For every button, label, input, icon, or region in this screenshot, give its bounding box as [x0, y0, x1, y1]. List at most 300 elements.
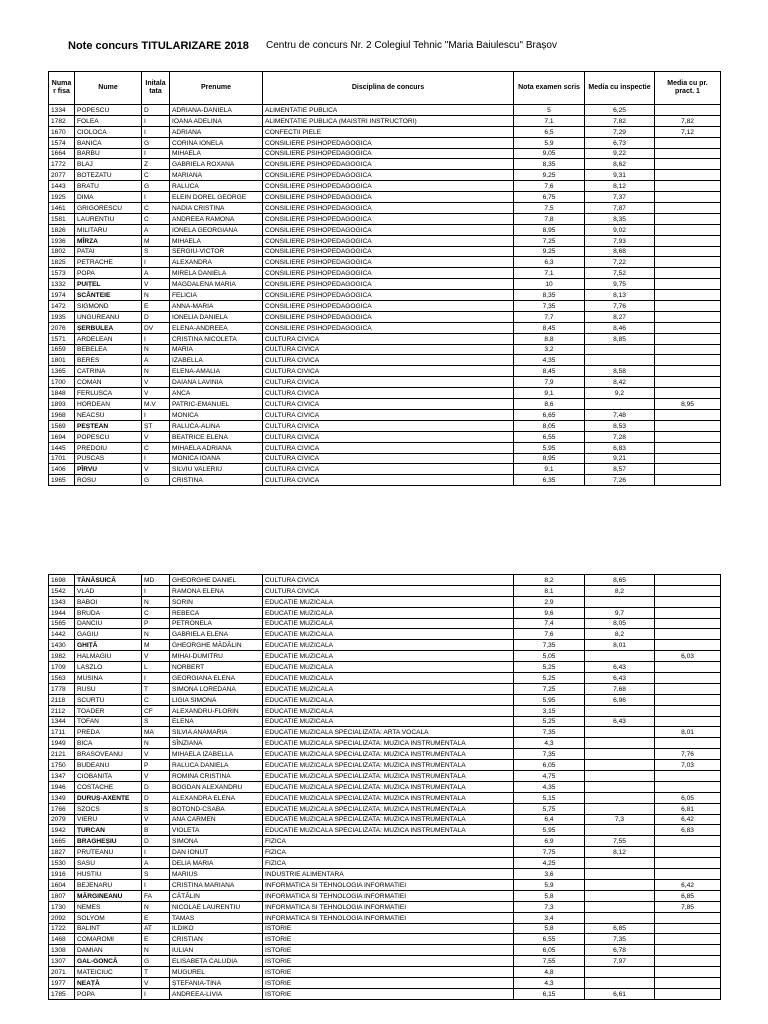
initiala-cell: I [142, 333, 170, 344]
media-practica-cell [655, 431, 721, 442]
disciplina-cell: FIZICA [263, 847, 514, 858]
prenume-cell: MIHAI-DUMITRU [170, 651, 263, 662]
prenume-cell: ELENA [170, 716, 263, 727]
nr-fisa-cell: 1659 [49, 344, 75, 355]
nota-scris-cell: 9,1 [514, 464, 585, 475]
table-row [49, 596, 721, 607]
nota-scris-cell: 8,45 [514, 322, 585, 333]
table-row [49, 727, 721, 738]
nume-cell: RUSU [75, 683, 142, 694]
media-practica-cell [655, 912, 721, 923]
initiala-cell: L [142, 662, 170, 673]
media-practica-cell [655, 311, 721, 322]
media-practica-cell [655, 858, 721, 869]
table-row [49, 170, 721, 181]
media-inspectie-cell: 8,12 [585, 181, 655, 192]
nota-scris-cell: 5,95 [514, 694, 585, 705]
table-row [49, 431, 721, 442]
nr-fisa-cell: 1827 [49, 847, 75, 858]
table-row [49, 858, 721, 869]
media-practica-cell [655, 148, 721, 159]
nume-cell: SCÂNTEIE [75, 290, 142, 301]
initiala-cell: V [142, 977, 170, 988]
nota-scris-cell: 7,9 [514, 377, 585, 388]
initiala-cell: A [142, 224, 170, 235]
prenume-cell: CRISTINA NICOLETA [170, 333, 263, 344]
nume-cell: PATAI [75, 246, 142, 257]
initiala-cell: D [142, 311, 170, 322]
initiala-cell: N [142, 629, 170, 640]
nume-cell: HORDEAN [75, 399, 142, 410]
media-inspectie-cell [585, 977, 655, 988]
media-practica-cell [655, 290, 721, 301]
nr-fisa-cell: 1946 [49, 781, 75, 792]
media-practica-cell [655, 268, 721, 279]
media-inspectie-cell [585, 901, 655, 912]
prenume-cell: RALUCA DANIELA [170, 760, 263, 771]
disciplina-cell: EDUCATIE MUZICALA SPECIALIZATA: MUZICA INSTRUMENTALA [263, 738, 514, 749]
disciplina-cell: CULTURA CIVICA [263, 333, 514, 344]
disciplina-cell: CULTURA CIVICA [263, 585, 514, 596]
prenume-cell: ANDREEA-LIVIA [170, 988, 263, 999]
media-practica-cell: 8,95 [655, 399, 721, 410]
nr-fisa-cell: 1445 [49, 442, 75, 453]
prenume-cell: MAGDALENA MARIA [170, 279, 263, 290]
media-practica-cell [655, 159, 721, 170]
disciplina-cell: CONSILIERE PSIHOPEDAGOGICA [263, 268, 514, 279]
nume-cell: BICA [75, 738, 142, 749]
nota-scris-cell: 5,8 [514, 890, 585, 901]
media-practica-cell [655, 618, 721, 629]
nr-fisa-cell: 1949 [49, 738, 75, 749]
media-practica-cell: 6,42 [655, 879, 721, 890]
media-practica-cell [655, 596, 721, 607]
media-inspectie-cell [585, 399, 655, 410]
nr-fisa-cell: 1332 [49, 279, 75, 290]
media-practica-cell [655, 956, 721, 967]
prenume-cell: ELISABETA CALUDIA [170, 956, 263, 967]
table-row [49, 388, 721, 399]
media-inspectie-cell: 6,25 [585, 105, 655, 116]
prenume-cell: IULIAN [170, 945, 263, 956]
initiala-cell: A [142, 858, 170, 869]
nota-scris-cell: 6,05 [514, 945, 585, 956]
prenume-cell: SERGIU-VICTOR [170, 246, 263, 257]
disciplina-cell: CONSILIERE PSIHOPEDAGOGICA [263, 301, 514, 312]
initiala-cell: V [142, 771, 170, 782]
prenume-cell: FELICIA [170, 290, 263, 301]
media-inspectie-cell: 9,7 [585, 607, 655, 618]
nota-scris-cell: 5,25 [514, 716, 585, 727]
disciplina-cell: CONSILIERE PSIHOPEDAGOGICA [263, 311, 514, 322]
media-inspectie-cell: 8,05 [585, 618, 655, 629]
prenume-cell: IZABELLA [170, 355, 263, 366]
nota-scris-cell: 7,4 [514, 618, 585, 629]
disciplina-cell: CONSILIERE PSIHOPEDAGOGICA [263, 279, 514, 290]
media-practica-cell [655, 344, 721, 355]
nr-fisa-cell: 2076 [49, 322, 75, 333]
disciplina-cell: CULTURA CIVICA [263, 377, 514, 388]
nota-scris-cell: 5,95 [514, 442, 585, 453]
nume-cell: ȘERBULEA [75, 322, 142, 333]
prenume-cell: MIHAELA [170, 235, 263, 246]
nota-scris-cell: 7,35 [514, 640, 585, 651]
media-practica-cell: 6,42 [655, 814, 721, 825]
media-inspectie-cell [585, 738, 655, 749]
media-inspectie-cell: 8,57 [585, 464, 655, 475]
nr-fisa-cell: 1893 [49, 399, 75, 410]
disciplina-cell: CULTURA CIVICA [263, 464, 514, 475]
nume-cell: SCURTU [75, 694, 142, 705]
media-inspectie-cell: 6,61 [585, 988, 655, 999]
nota-scris-cell: 4,35 [514, 355, 585, 366]
nume-cell: BRUDA [75, 607, 142, 618]
media-inspectie-cell: 8,65 [585, 575, 655, 586]
nota-scris-cell: 9,05 [514, 148, 585, 159]
nota-scris-cell: 6,4 [514, 814, 585, 825]
nota-scris-cell: 8,35 [514, 290, 585, 301]
prenume-cell: LIGIA SIMONA [170, 694, 263, 705]
initiala-cell: N [142, 901, 170, 912]
media-practica-cell [655, 366, 721, 377]
nr-fisa-cell: 1694 [49, 431, 75, 442]
nota-scris-cell: 3,6 [514, 869, 585, 880]
disciplina-cell: EDUCATIE MUZICALA [263, 705, 514, 716]
media-practica-cell [655, 683, 721, 694]
media-practica-cell [655, 585, 721, 596]
media-practica-cell [655, 170, 721, 181]
media-practica-cell [655, 781, 721, 792]
media-inspectie-cell: 8,85 [585, 333, 655, 344]
prenume-cell: MONICA IOANA [170, 453, 263, 464]
nota-scris-cell: 6,75 [514, 192, 585, 203]
nr-fisa-cell: 1670 [49, 126, 75, 137]
nota-scris-cell: 8,95 [514, 453, 585, 464]
media-practica-cell [655, 453, 721, 464]
media-inspectie-cell [585, 912, 655, 923]
media-practica-cell [655, 694, 721, 705]
disciplina-cell: EDUCATIE MUZICALA [263, 662, 514, 673]
nume-cell: NEMES [75, 901, 142, 912]
table-row [49, 945, 721, 956]
nota-scris-cell: 5,75 [514, 803, 585, 814]
nume-cell: DURUȘ-AXENTE [75, 792, 142, 803]
nr-fisa-cell: 1730 [49, 901, 75, 912]
table-row [49, 825, 721, 836]
prenume-cell: ADRIANA [170, 126, 263, 137]
prenume-cell: SÎNZIANA [170, 738, 263, 749]
initiala-cell: FA [142, 890, 170, 901]
nume-cell: ȚURCAN [75, 825, 142, 836]
table-row [49, 836, 721, 847]
table-row [49, 257, 721, 268]
media-practica-cell [655, 607, 721, 618]
nr-fisa-cell: 1308 [49, 945, 75, 956]
media-inspectie-cell: 8,42 [585, 377, 655, 388]
disciplina-cell: EDUCATIE MUZICALA [263, 716, 514, 727]
table-row [49, 575, 721, 586]
table-header-row [49, 72, 721, 105]
prenume-cell: MIHAELA IZABELLA [170, 749, 263, 760]
nota-scris-cell: 6,55 [514, 934, 585, 945]
media-practica-cell [655, 442, 721, 453]
initiala-cell: N [142, 738, 170, 749]
media-inspectie-cell: 7,52 [585, 268, 655, 279]
media-inspectie-cell: 7,22 [585, 257, 655, 268]
prenume-cell: DAIANA LAVINIA [170, 377, 263, 388]
media-practica-cell [655, 716, 721, 727]
nume-cell: PÎRVU [75, 464, 142, 475]
initiala-cell: I [142, 148, 170, 159]
media-inspectie-cell: 9,22 [585, 148, 655, 159]
nota-scris-cell: 7,5 [514, 203, 585, 214]
table-body [49, 575, 721, 1000]
nota-scris-cell: 7,25 [514, 235, 585, 246]
media-inspectie-cell: 9,31 [585, 170, 655, 181]
disciplina-cell: EDUCATIE MUZICALA SPECIALIZATA: MUZICA INSTRUMENTALA [263, 760, 514, 771]
nr-fisa-cell: 1542 [49, 585, 75, 596]
media-inspectie-cell: 6,73 [585, 137, 655, 148]
table-row [49, 662, 721, 673]
nota-scris-cell: 4,35 [514, 781, 585, 792]
disciplina-cell: EDUCATIE MUZICALA [263, 629, 514, 640]
nr-fisa-cell: 1406 [49, 464, 75, 475]
disciplina-cell: INFORMATICA SI TEHNOLOGIA INFORMATIEI [263, 890, 514, 901]
nr-fisa-cell: 1722 [49, 923, 75, 934]
nr-fisa-cell: 1442 [49, 629, 75, 640]
initiala-cell: E [142, 301, 170, 312]
media-inspectie-cell [585, 705, 655, 716]
table-row [49, 879, 721, 890]
nume-cell: PUSCAS [75, 453, 142, 464]
nume-cell: NEAȚĂ [75, 977, 142, 988]
table-row [49, 694, 721, 705]
initiala-cell: C [142, 213, 170, 224]
disciplina-cell: CONSILIERE PSIHOPEDAGOGICA [263, 181, 514, 192]
nume-cell: BEBELEA [75, 344, 142, 355]
disciplina-cell: EDUCATIE MUZICALA [263, 640, 514, 651]
disciplina-cell: ISTORIE [263, 945, 514, 956]
nr-fisa-cell: 1825 [49, 257, 75, 268]
table-row [49, 399, 721, 410]
results-table-bottom [48, 574, 721, 1000]
prenume-cell: MARIA [170, 344, 263, 355]
nr-fisa-cell: 1604 [49, 879, 75, 890]
media-inspectie-cell: 8,12 [585, 847, 655, 858]
media-practica-cell [655, 945, 721, 956]
nume-cell: COSTACHE [75, 781, 142, 792]
nr-fisa-cell: 1563 [49, 673, 75, 684]
table-row [49, 760, 721, 771]
nr-fisa-cell: 1700 [49, 377, 75, 388]
media-inspectie-cell: 8,46 [585, 322, 655, 333]
media-inspectie-cell [585, 651, 655, 662]
initiala-cell: I [142, 453, 170, 464]
initiala-cell: Z [142, 159, 170, 170]
disciplina-cell: FIZICA [263, 858, 514, 869]
prenume-cell: BOTOND-CSABA [170, 803, 263, 814]
nr-fisa-cell: 1343 [49, 596, 75, 607]
nota-scris-cell: 6,55 [514, 431, 585, 442]
nota-scris-cell: 2,9 [514, 596, 585, 607]
initiala-cell: P [142, 760, 170, 771]
media-practica-cell [655, 629, 721, 640]
nr-fisa-cell: 1925 [49, 192, 75, 203]
prenume-cell: PATRIC-EMANUEL [170, 399, 263, 410]
table-row [49, 792, 721, 803]
prenume-cell: ROMINA CRISTINA [170, 771, 263, 782]
media-inspectie-cell: 8,01 [585, 640, 655, 651]
nota-scris-cell: 7,6 [514, 629, 585, 640]
prenume-cell: ANA CARMEN [170, 814, 263, 825]
table-row [49, 420, 721, 431]
disciplina-cell: INFORMATICA SI TEHNOLOGIA INFORMATIEI [263, 879, 514, 890]
initiala-cell: N [142, 945, 170, 956]
table-row [49, 279, 721, 290]
table-row [49, 716, 721, 727]
initiala-cell: V [142, 749, 170, 760]
media-practica-cell [655, 640, 721, 651]
media-inspectie-cell: 8,2 [585, 585, 655, 596]
initiala-cell: I [142, 673, 170, 684]
nume-cell: PEȘTEAN [75, 420, 142, 431]
nume-cell: BUDEANU [75, 760, 142, 771]
nota-scris-cell: 7,35 [514, 727, 585, 738]
media-practica-cell [655, 847, 721, 858]
initiala-cell: T [142, 967, 170, 978]
nume-cell: POPA [75, 988, 142, 999]
nume-cell: CIOBANITA [75, 771, 142, 782]
media-practica-cell: 7,85 [655, 901, 721, 912]
prenume-cell: REBECA [170, 607, 263, 618]
disciplina-cell: ISTORIE [263, 967, 514, 978]
media-inspectie-cell [585, 749, 655, 760]
nume-cell: POPESCU [75, 105, 142, 116]
initiala-cell: DV [142, 322, 170, 333]
media-inspectie-cell: 9,75 [585, 279, 655, 290]
media-practica-cell: 7,03 [655, 760, 721, 771]
media-practica-cell: 7,12 [655, 126, 721, 137]
nota-scris-cell: 5,25 [514, 673, 585, 684]
prenume-cell: ELENA-ANDREEA [170, 322, 263, 333]
nota-scris-cell: 8,8 [514, 333, 585, 344]
prenume-cell: SILVIU VALERIU [170, 464, 263, 475]
nume-cell: ROSU [75, 475, 142, 486]
nr-fisa-cell: 1530 [49, 858, 75, 869]
prenume-cell: NORBERT [170, 662, 263, 673]
nume-cell: BARBU [75, 148, 142, 159]
disciplina-cell: CULTURA CIVICA [263, 420, 514, 431]
media-practica-cell [655, 279, 721, 290]
initiala-cell: MA [142, 727, 170, 738]
table-row [49, 629, 721, 640]
initiala-cell: D [142, 105, 170, 116]
prenume-cell: IONELIA DANIELA [170, 311, 263, 322]
nume-cell: LASZLO [75, 662, 142, 673]
nota-scris-cell: 4,75 [514, 771, 585, 782]
nota-scris-cell: 8,6 [514, 399, 585, 410]
nota-scris-cell: 5,95 [514, 825, 585, 836]
initiala-cell: I [142, 126, 170, 137]
table-row [49, 738, 721, 749]
nume-cell: TOFAN [75, 716, 142, 727]
initiala-cell: S [142, 869, 170, 880]
disciplina-cell: CULTURA CIVICA [263, 399, 514, 410]
initiala-cell: V [142, 651, 170, 662]
nota-scris-cell: 4,25 [514, 858, 585, 869]
media-practica-cell [655, 235, 721, 246]
table-row [49, 988, 721, 999]
prenume-cell: CRISTINA MARIANA [170, 879, 263, 890]
nume-cell: POPESCU [75, 431, 142, 442]
nr-fisa-cell: 1944 [49, 607, 75, 618]
initiala-cell: G [142, 475, 170, 486]
initiala-cell: I [142, 192, 170, 203]
initiala-cell: A [142, 268, 170, 279]
prenume-cell: DAN IONUT [170, 847, 263, 858]
nota-scris-cell: 8,35 [514, 159, 585, 170]
nume-cell: BANICA [75, 137, 142, 148]
table-row [49, 618, 721, 629]
nume-cell: SASU [75, 858, 142, 869]
nr-fisa-cell: 1968 [49, 409, 75, 420]
media-practica-cell [655, 246, 721, 257]
media-inspectie-cell: 6,43 [585, 716, 655, 727]
initiala-cell: N [142, 290, 170, 301]
media-inspectie-cell: 7,68 [585, 683, 655, 694]
table-row [49, 355, 721, 366]
nume-cell: BLAJ [75, 159, 142, 170]
initiala-cell: A [142, 355, 170, 366]
prenume-cell: MONICA [170, 409, 263, 420]
nr-fisa-cell: 1936 [49, 235, 75, 246]
media-practica-cell: 6,81 [655, 803, 721, 814]
nr-fisa-cell: 1974 [49, 290, 75, 301]
nume-cell: PREDA [75, 727, 142, 738]
nume-cell: BRASOVEANU [75, 749, 142, 760]
nr-fisa-cell: 2071 [49, 967, 75, 978]
initiala-cell: I [142, 585, 170, 596]
initiala-cell: P [142, 618, 170, 629]
prenume-cell: IONELA GEORGIANA [170, 224, 263, 235]
prenume-cell: CORINA IONELA [170, 137, 263, 148]
prenume-cell: ANCA [170, 388, 263, 399]
nume-cell: PUIȚEL [75, 279, 142, 290]
prenume-cell: PETRONELA [170, 618, 263, 629]
nota-scris-cell: 3,4 [514, 912, 585, 923]
initiala-cell: D [142, 792, 170, 803]
nr-fisa-cell: 2112 [49, 705, 75, 716]
disciplina-cell: EDUCATIE MUZICALA [263, 673, 514, 684]
nume-cell: VLAD [75, 585, 142, 596]
prenume-cell: ADRIANA-DANIELA [170, 105, 263, 116]
nr-fisa-cell: 1942 [49, 825, 75, 836]
nr-fisa-cell: 1916 [49, 869, 75, 880]
disciplina-cell: INFORMATICA SI TEHNOLOGIA INFORMATIEI [263, 912, 514, 923]
media-inspectie-cell [585, 355, 655, 366]
prenume-cell: SIMONA [170, 836, 263, 847]
nume-cell: SZOCS [75, 803, 142, 814]
disciplina-cell: CULTURA CIVICA [263, 453, 514, 464]
nume-cell: POPA [75, 268, 142, 279]
nume-cell: MILITARU [75, 224, 142, 235]
media-inspectie-cell: 8,2 [585, 629, 655, 640]
table-row [49, 181, 721, 192]
nota-scris-cell: 8,45 [514, 366, 585, 377]
table-body [49, 105, 721, 486]
disciplina-cell: ISTORIE [263, 934, 514, 945]
prenume-cell: MIHAELA [170, 148, 263, 159]
